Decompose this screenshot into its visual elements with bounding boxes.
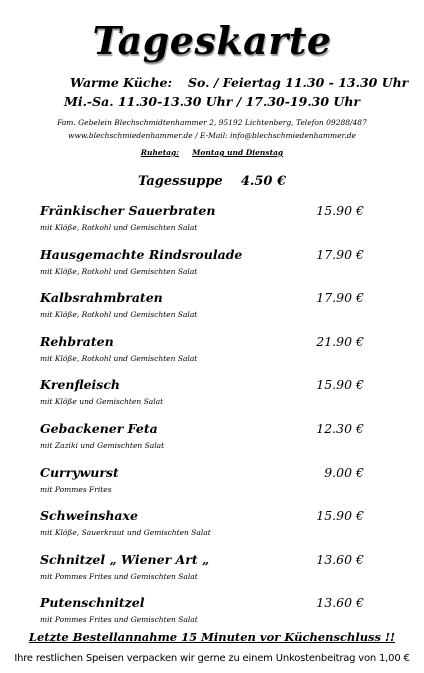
- dish-price: 13.60 €: [316, 551, 364, 567]
- dish-description: mit Pommes Frites und Gemischten Salat: [40, 615, 198, 625]
- dish-description: mit Pommes Frites und Gemischten Salat: [40, 571, 198, 581]
- rest-day-value: Montag und Dienstag: [192, 148, 284, 157]
- hours-sunday: So. / Feiertag 11.30 - 13.30 Uhr: [188, 75, 409, 90]
- last-order-notice: Letzte Bestellannahme 15 Minuten vor Küchenschluss !!: [28, 630, 396, 644]
- page-title: Tageskarte: [92, 18, 332, 63]
- hours-label: Warme Küche:: [70, 75, 173, 90]
- contact-web: www.blechschmiedenhammer.de / E-Mail: info@blechschmiedenhammer.de: [68, 131, 356, 140]
- dish-price: 21.90 €: [316, 333, 364, 349]
- dish-price: 15.90 €: [316, 203, 364, 218]
- dish-price: 17.90 €: [316, 246, 364, 262]
- dish-name: Schnitzel „ Wiener Art „: [40, 551, 210, 567]
- dish-description: mit Klöße, Rotkohl und Gemischten Salat: [40, 266, 198, 276]
- rest-day: [0, 148, 424, 157]
- dish-description: mit Klöße und Gemischten Salat: [40, 397, 164, 407]
- dish-description: mit Klöße, Rotkohl und Gemischten Salat: [40, 353, 198, 363]
- dish-name: Putenschnitzel: [40, 595, 145, 611]
- soup-price: 4.50 €: [240, 174, 287, 189]
- dish-price: 17.90 €: [316, 290, 364, 306]
- dish-name: Gebackener Feta: [40, 421, 158, 436]
- dish-description: mit Zaziki und Gemischten Salat: [40, 441, 165, 450]
- dish-description: mit Klöße, Rotkohl und Gemischten Salat: [40, 310, 198, 320]
- dish-price: 12.30 €: [316, 421, 364, 436]
- dish-name: Schweinshaxe: [40, 508, 138, 524]
- dish-price: 13.60 €: [316, 595, 364, 611]
- dish-name: Fränkischer Sauerbraten: [40, 203, 216, 218]
- packaging-notice: Ihre restlichen Speisen verpacken wir gerne zu einem Unkostenbeitrag von 1,00 €: [14, 653, 410, 664]
- contact-address: Fam. Gebelein Blechschmidtenhammer 2, 95192 Lichtenberg, Telefon 09288/487: [57, 118, 367, 127]
- dish-name: Kalbsrahmbraten: [40, 290, 163, 306]
- dish-name: Currywurst: [40, 464, 119, 480]
- dish-description: mit Klöße, Rotkohl und Gemischten Salat: [40, 223, 198, 232]
- dish-price: 15.90 €: [316, 508, 364, 524]
- dish-name: Hausgemachte Rindsroulade: [40, 246, 243, 262]
- soup-of-the-day: [0, 174, 424, 189]
- dish-description: mit Pommes Frites: [40, 484, 112, 494]
- soup-label: Tagessuppe: [137, 174, 223, 189]
- dish-name: Rehbraten: [40, 333, 114, 349]
- dish-price: 15.90 €: [316, 377, 364, 393]
- hours-weekdays: Mi.-Sa. 11.30-13.30 Uhr / 17.30-19.30 Uhr: [63, 94, 361, 109]
- dish-name: Krenfleisch: [40, 377, 121, 393]
- rest-day-label: Ruhetag:: [140, 148, 180, 157]
- dish-price: 9.00 €: [324, 464, 364, 480]
- dish-description: mit Klöße, Sauerkraut und Gemischten Salat: [40, 528, 211, 538]
